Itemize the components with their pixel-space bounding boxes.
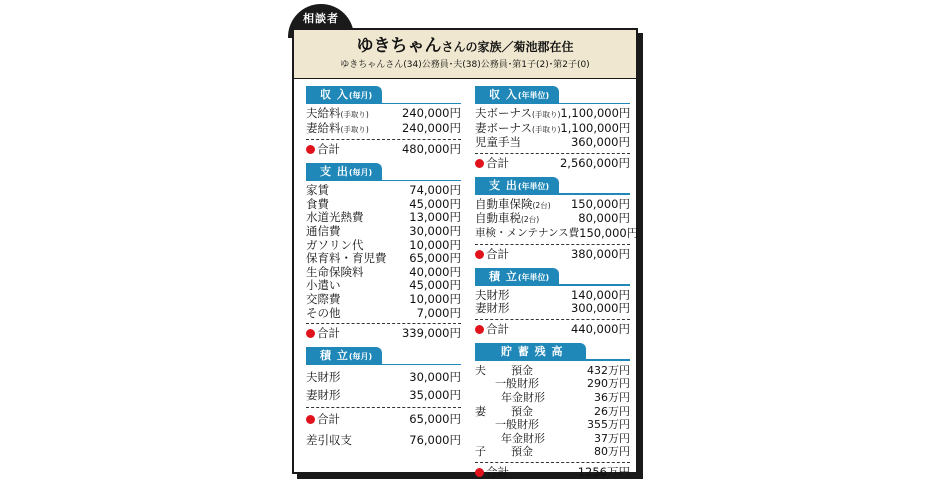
total-row: 合計 440,000円 [475, 322, 630, 337]
list-item: 夫財形 30,000円 [306, 370, 461, 385]
total-row: 合計 65,000円 [306, 410, 461, 428]
list-item: 小遣い 45,000円 [306, 278, 461, 293]
section-header: 貯 蓄 残 高 [475, 343, 630, 361]
list-item: 生命保険料 40,000円 [306, 264, 461, 279]
list-item: 通信費 30,000円 [306, 223, 461, 238]
list-item: 一般財形 355万円 [495, 418, 630, 432]
balance-list [475, 364, 630, 459]
list-item: ガソリン代 10,000円 [306, 237, 461, 252]
section-header: 収 入(毎月) [306, 86, 461, 104]
list-item: 妻 預金 26万円 [475, 404, 630, 418]
list-item: 家賃 74,000円 [306, 183, 461, 198]
savings-yearly-section [475, 268, 630, 337]
list-item: 夫給料(手取り) 240,000円 [306, 106, 461, 120]
family-name: ゆきちゃん [356, 36, 442, 56]
list-item: 自動車保険(2台) 150,000円 [475, 196, 630, 211]
balance-section [475, 343, 630, 480]
list-item: 夫財形 140,000円 [475, 287, 630, 302]
savings-monthly-section [306, 347, 461, 450]
net-balance-row: 差引収支 76,000円 [306, 433, 461, 448]
list-item: 水道光熱費 13,000円 [306, 210, 461, 225]
tag-text: 相談者 [303, 12, 339, 25]
list-item: 夫ボーナス(手取り) 1,100,000円 [475, 106, 631, 120]
section-header: 積 立(年単位) [475, 268, 630, 286]
list-item: 交際費 10,000円 [306, 291, 461, 306]
section-header: 支 出(年単位) [475, 177, 630, 195]
section-header: 収 入(年単位) [475, 86, 630, 104]
list-item: 年金財形 36万円 [501, 390, 630, 404]
list-item: 妻給料(手取り) 240,000円 [306, 120, 461, 135]
list-item: 年金財形 37万円 [501, 431, 630, 445]
list-item: 妻ボーナス(手取り) 1,100,000円 [475, 120, 631, 135]
list-item: 妻財形 35,000円 [306, 388, 461, 403]
family-members: ゆきちゃんさん(34)公務員･夫(38)公務員･第1子(2)･第2子(0) [340, 60, 590, 70]
card-header [294, 30, 636, 79]
total-row: 合計 2,560,000円 [475, 156, 630, 171]
total-row: 合計 339,000円 [306, 326, 461, 341]
monthly-column [306, 86, 461, 456]
family-location: ／菊池郡在住 [501, 40, 574, 54]
list-item: 夫 預金 432万円 [475, 363, 630, 377]
list-item: 保育料・育児費 65,000円 [306, 251, 461, 266]
total-row: 合計 480,000円 [306, 142, 461, 157]
family-title [294, 36, 636, 57]
list-item: 児童手当 360,000円 [475, 135, 630, 150]
expense-yearly-section [475, 177, 639, 262]
list-item: 子 預金 80万円 [475, 445, 630, 459]
list-item: 車検・メンテナンス費 150,000円 [475, 225, 639, 240]
list-item: 妻財形 300,000円 [475, 301, 630, 316]
total-row: 合計 380,000円 [475, 247, 630, 262]
list-item: 一般財形 290万円 [495, 377, 630, 391]
family-suffix: さんの家族 [441, 40, 502, 54]
list-item: 食費 45,000円 [306, 196, 461, 211]
total-row: 合計 1256万円 [475, 465, 630, 480]
income-monthly-section [306, 86, 461, 157]
yearly-column [475, 86, 639, 486]
list-item: その他 7,000円 [306, 305, 461, 320]
household-card [292, 28, 639, 479]
section-header: 支 出(毎月) [306, 163, 461, 181]
expense-monthly-section [306, 163, 461, 341]
list-item: 自動車税(2台) 80,000円 [475, 211, 630, 226]
section-header: 積 立(毎月) [306, 347, 461, 365]
income-yearly-section [475, 86, 630, 171]
